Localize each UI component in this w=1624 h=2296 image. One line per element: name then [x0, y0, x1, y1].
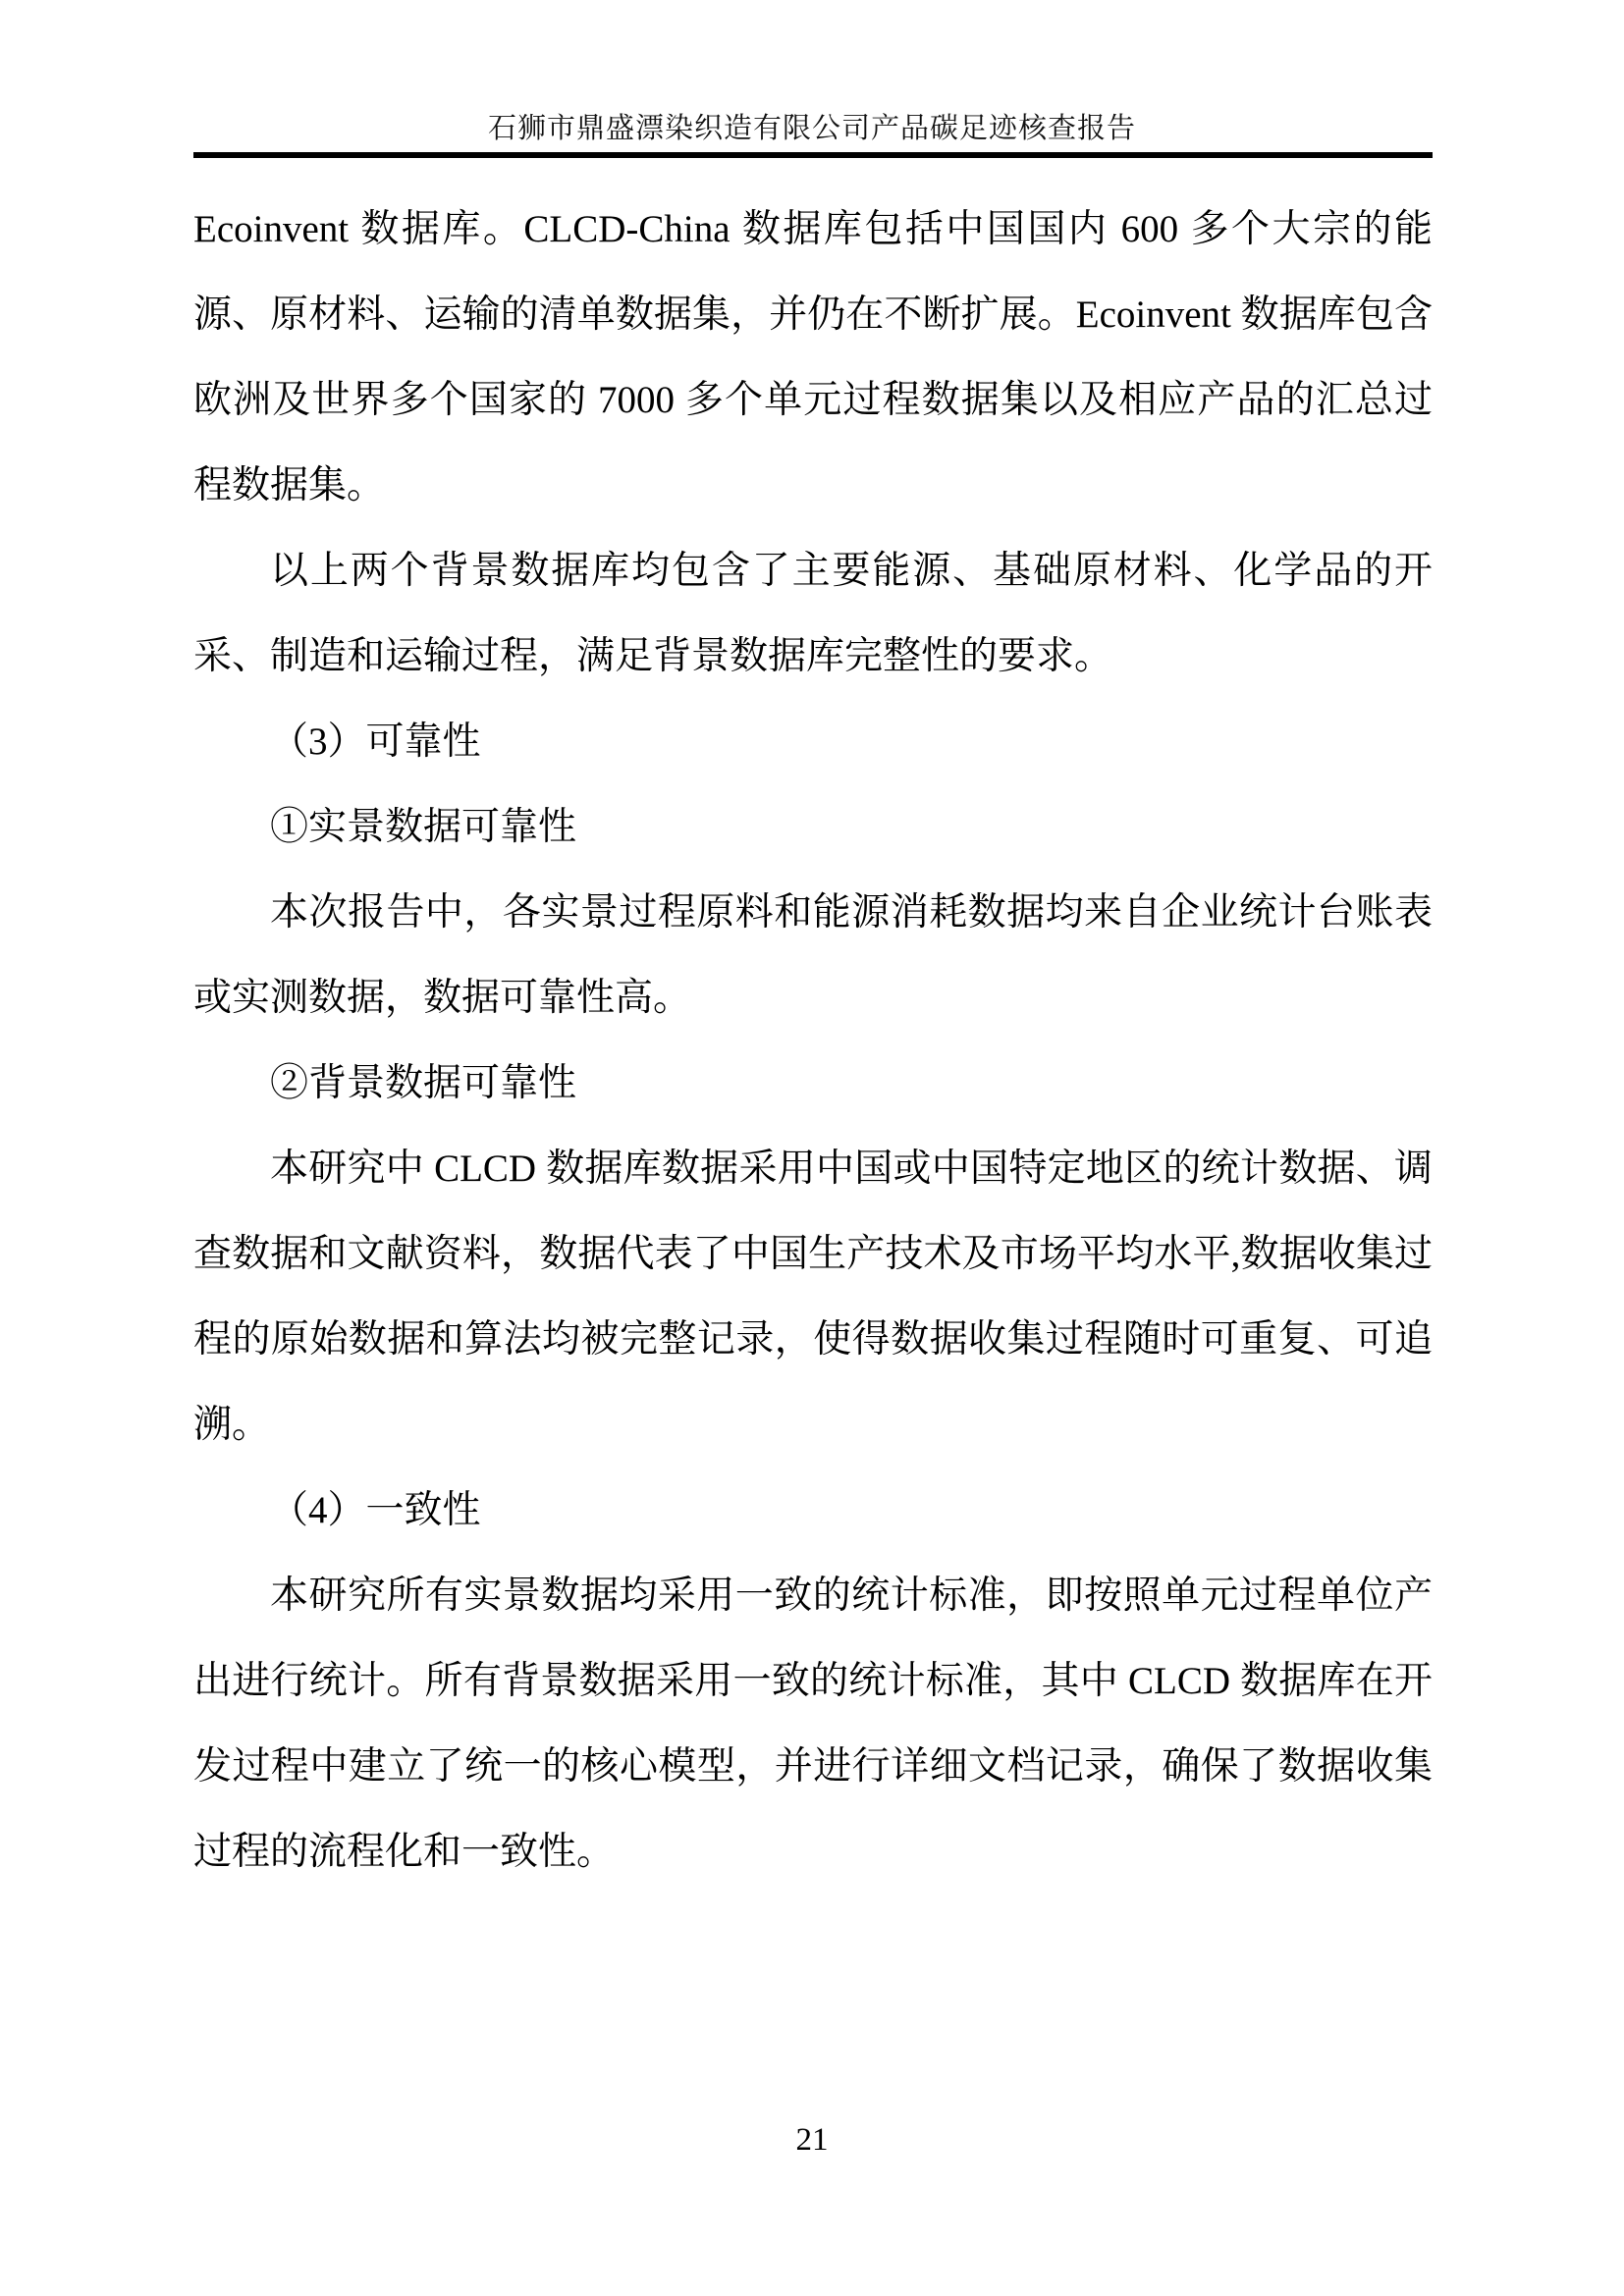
paragraph-subheading-foreground-reliability: ①实景数据可靠性 [270, 806, 577, 848]
paragraph-continuation: Ecoinvent 数据库。CLCD-China 数据库包括中国国内 600 多个大宗的能源、原材料、运输的清单数据集，并仍在不断扩展。Ecoinvent 数据库包含欧洲及世界多个国家的 7000 多个单元过程数据集以及相应产品的汇总过程数据集。 [193, 208, 1433, 507]
paragraph: 以上两个背景数据库均包含了主要能源、基础原材料、化学品的开采、制造和运输过程，满足背景数据库完整性的要求。 [193, 550, 1433, 677]
paragraph-heading-reliability: （3）可靠性 [270, 721, 481, 763]
paragraph: 本次报告中，各实景过程原料和能源消耗数据均来自企业统计台账表或实测数据，数据可靠性高。 [193, 891, 1433, 1019]
paragraph: 本研究所有实景数据均采用一致的统计标准，即按照单元过程单位产出进行统计。所有背景数据采用一致的统计标准，其中 CLCD 数据库在开发过程中建立了统一的核心模型，并进行详细文档记录，确保了数据收集过程的流程化和一致性。 [193, 1575, 1433, 1873]
page-footer [0, 2122, 1624, 2159]
document-body [193, 187, 1433, 1895]
header-rule [193, 152, 1433, 158]
paragraph-heading-consistency: （4）一致性 [270, 1489, 481, 1531]
paragraph-subheading-background-reliability: ②背景数据可靠性 [270, 1062, 577, 1104]
header-title: 石狮市鼎盛漂染织造有限公司产品碳足迹核查报告 [487, 113, 1136, 144]
page-number: 21 [795, 2122, 829, 2158]
paragraph: 本研究中 CLCD 数据库数据采用中国或中国特定地区的统计数据、调查数据和文献资料，数据代表了中国生产技术及市场平均水平,数据收集过程的原始数据和算法均被完整记录，使得数据收集过程随时可重复、可追溯。 [193, 1148, 1433, 1446]
